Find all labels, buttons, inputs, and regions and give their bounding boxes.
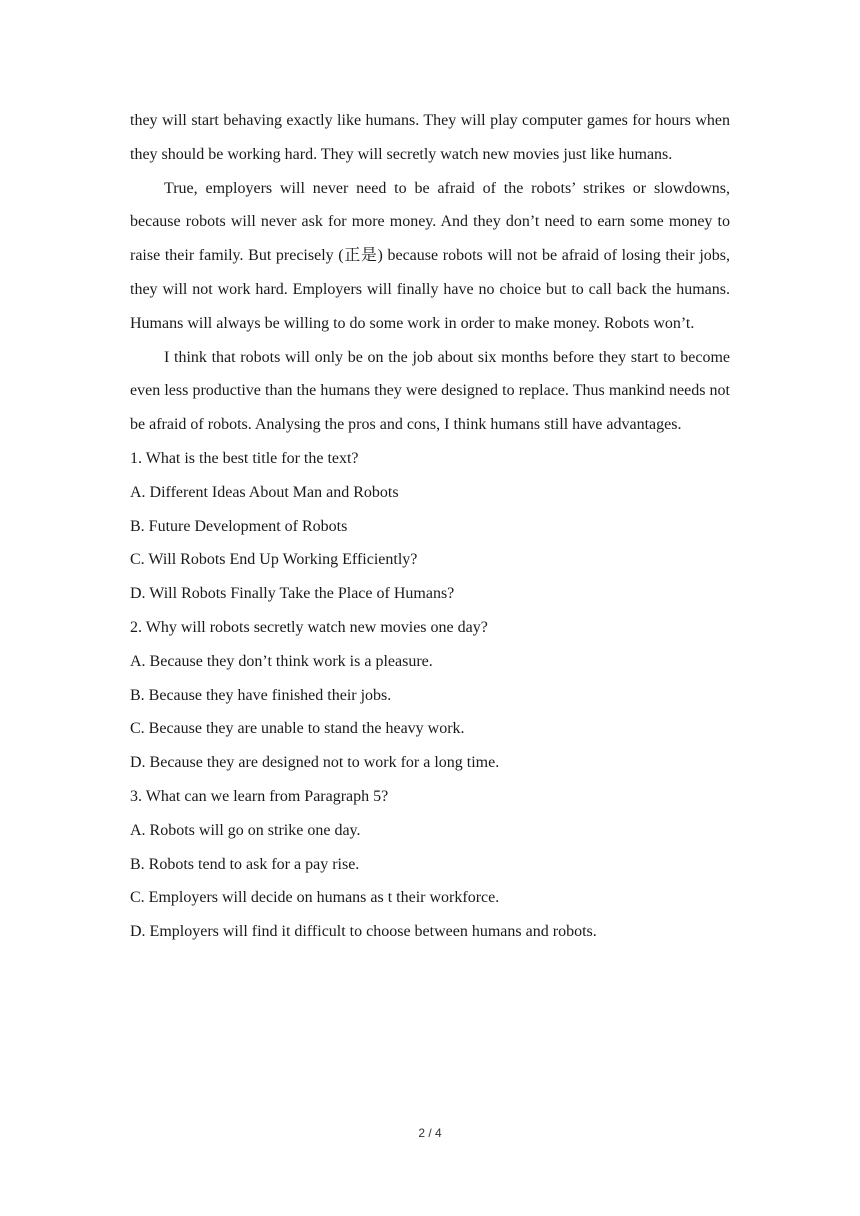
- passage-paragraph: True, employers will never need to be afraid of the robots’ strikes or slowdowns, because robots will never ask for more money. And they don’t need to earn some money to raise their family. But precisely (正是) because robots will not be afraid of losing their jobs, they will not work hard. Employers will finally have no choice but to call back the humans. Humans will always be willing to do some work in order to make money. Robots won’t.: [130, 179, 730, 332]
- answer-option: B. Future Development of Robots: [130, 517, 348, 535]
- reading-passage: [130, 104, 730, 442]
- answer-option: C. Because they are unable to stand the heavy work.: [130, 720, 465, 738]
- answer-option: A. Different Ideas About Man and Robots: [130, 483, 399, 501]
- question-block: [130, 780, 730, 949]
- answer-option: D. Because they are designed not to work for a long time.: [130, 754, 500, 772]
- question-stem: 2. Why will robots secretly watch new movies one day?: [130, 618, 488, 636]
- answer-option: B. Robots tend to ask for a pay rise.: [130, 855, 360, 873]
- answer-option: A. Robots will go on strike one day.: [130, 821, 361, 839]
- document-page: [130, 104, 730, 949]
- question-block: [130, 611, 730, 780]
- answer-option: B. Because they have finished their jobs.: [130, 686, 392, 704]
- passage-paragraph: I think that robots will only be on the job about six months before they start to become even less productive than the humans they were designed to replace. Thus mankind needs not be afraid of robots. Analysing the pros and cons, I think humans still have advantages.: [130, 348, 730, 434]
- question-stem: 1. What is the best title for the text?: [130, 449, 359, 467]
- question-stem: 3. What can we learn from Paragraph 5?: [130, 787, 389, 805]
- answer-option: D. Employers will find it difficult to choose between humans and robots.: [130, 923, 597, 941]
- page-number: 2 / 4: [418, 1126, 442, 1140]
- answer-option: D. Will Robots Finally Take the Place of Humans?: [130, 585, 455, 603]
- answer-option: A. Because they don’t think work is a pleasure.: [130, 652, 433, 670]
- passage-paragraph: they will start behaving exactly like humans. They will play computer games for hours when they should be working hard. They will secretly watch new movies just like humans.: [130, 112, 730, 163]
- answer-option: C. Will Robots End Up Working Efficiently?: [130, 551, 418, 569]
- question-block: [130, 442, 730, 611]
- answer-option: C. Employers will decide on humans as t their workforce.: [130, 889, 500, 907]
